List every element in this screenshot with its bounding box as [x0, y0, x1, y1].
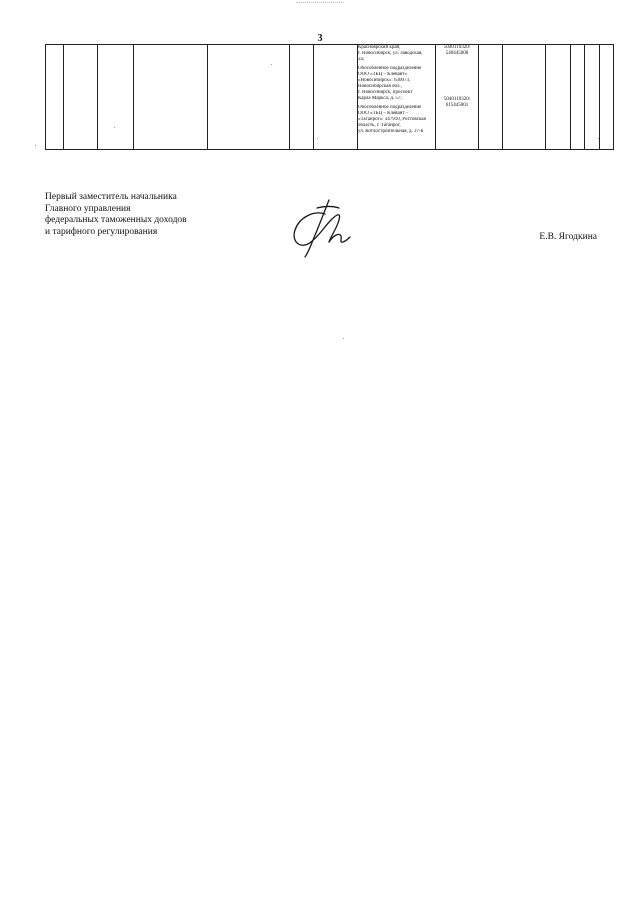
address-block: [358, 45, 435, 63]
scan-noise: [296, 2, 344, 7]
address-line: «Новосибирск»: 630073,: [358, 78, 411, 83]
register-table-fragment: [45, 44, 614, 150]
table-cell-empty: [64, 45, 98, 150]
address-line: Карла Маркса, д. 57;: [358, 96, 402, 101]
scan-noise: [598, 138, 599, 139]
table-cell-empty: [314, 45, 358, 150]
table-cell-empty: [600, 45, 614, 150]
table-cell-empty: [503, 45, 546, 150]
table-cell-empty: [571, 45, 585, 150]
signatory-position: [45, 192, 187, 238]
page-number: 3: [317, 33, 323, 44]
table-cell-empty: [46, 45, 64, 150]
address-line: Обособленное подразделение: [358, 105, 422, 110]
address-line: область, г. Таганрог,: [358, 123, 401, 128]
scan-noise: [271, 64, 272, 65]
signer-name: Е.В. Ягодкина: [539, 232, 597, 242]
address-line: г. Новосибирск, проспект: [358, 90, 413, 95]
scan-noise: [343, 338, 344, 339]
address-line: ООО «ТБЦ – Клевант –: [358, 111, 409, 116]
address-line: «Таганрог»: 347910, Ростовская: [358, 117, 426, 122]
scan-noise: [35, 145, 36, 146]
address-line: г. Новосибирск, ул. Заводская,: [358, 51, 423, 56]
table-cell-empty: [208, 45, 290, 150]
table-cell-empty: [479, 45, 503, 150]
codes-cell: [436, 45, 479, 150]
table-row: [46, 45, 614, 150]
table-cell-empty: [546, 45, 571, 150]
table-cell-empty: [585, 45, 600, 150]
address-block: [358, 105, 435, 135]
address-line: ул. Котлостроительная, д. 37-в: [358, 129, 424, 134]
address-block: [358, 66, 435, 102]
address-line: ООО «ТБЦ – Клевант»: [358, 72, 408, 77]
position-line: федеральных таможенных доходов: [45, 215, 187, 225]
address-line: Красноярский край,: [358, 45, 401, 50]
scan-noise: [114, 127, 115, 128]
table-cell-empty: [98, 45, 134, 150]
position-line: Главного управления: [45, 203, 131, 214]
scan-noise: [317, 138, 318, 139]
table-cell-empty: [290, 45, 314, 150]
address-line: 2а;: [358, 57, 365, 62]
position-line: и тарифного регулирования: [45, 226, 158, 237]
address-line: Обособленное подразделение: [358, 66, 422, 71]
address-cell: [358, 45, 436, 150]
address-line: Новосибирская обл.,: [358, 84, 402, 89]
inn-kpp-code: 5040110320/ 540445008: [443, 45, 471, 56]
handwritten-signature: [285, 196, 353, 260]
table-cell-empty: [134, 45, 208, 150]
inn-kpp-code: 5040110320/ 615445001: [443, 97, 471, 108]
position-line: Первый заместитель начальника: [45, 192, 177, 202]
